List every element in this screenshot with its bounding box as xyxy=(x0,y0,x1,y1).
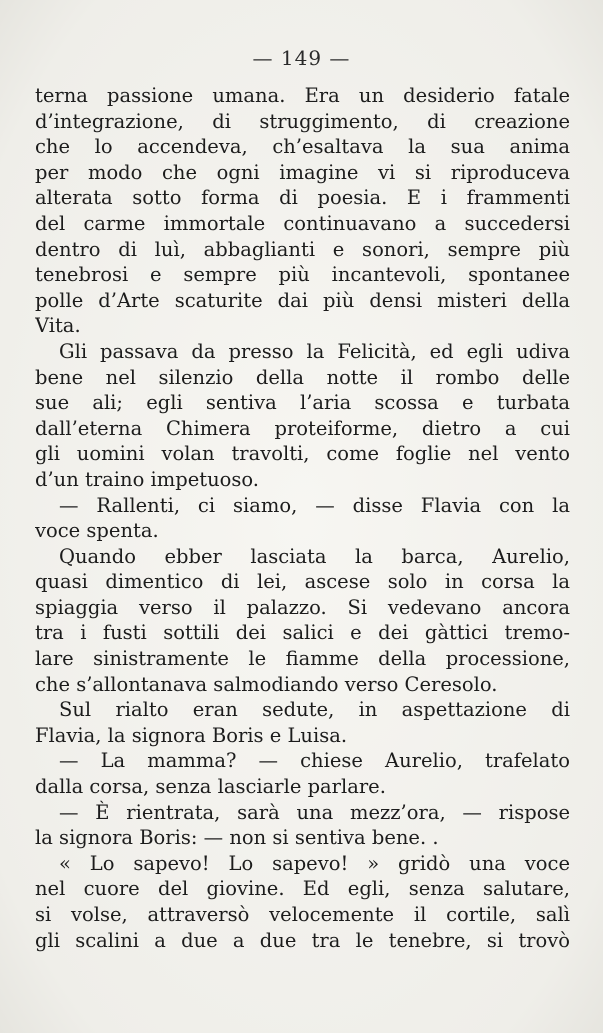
text-line: — Rallenti, ci siamo, — disse Flavia con la xyxy=(59,493,570,517)
text-line: dall’eterna Chimera proteiforme, dietro a cui xyxy=(35,416,570,440)
text-line: Quando ebber lasciata la barca, Aurelio, xyxy=(59,544,570,568)
text-line: d’un traino impetuoso. xyxy=(35,467,260,491)
page-number: — 149 — xyxy=(252,46,351,70)
text-line: si volse, attraversò velocemente il cortile, salì xyxy=(35,903,570,926)
text-line: lare sinistramente le fiamme della processione, xyxy=(35,647,570,671)
text-line: per modo che ogni imagine vi si riproduceva xyxy=(35,160,570,184)
text-line: Flavia, la signora Boris e Luisa. xyxy=(35,723,348,747)
text-line: che lo accendeva, ch’esaltava la sua anima xyxy=(35,135,570,159)
text-line: del carme immortale continuavano a succedersi xyxy=(35,211,570,235)
text-line: gli scalini a due a due tra le tenebre, si trovò xyxy=(35,928,570,952)
text-line: voce spenta. xyxy=(35,519,159,543)
text-line: alterata sotto forma di poesia. E i frammenti xyxy=(35,186,570,210)
text-line: la signora Boris: — non si sentiva bene. . xyxy=(35,826,439,850)
text-line: tenebrosi e sempre più incantevoli, spontanee xyxy=(35,263,570,287)
text-line: dalla corsa, senza lasciarle parlare. xyxy=(35,775,386,799)
text-line: Vita. xyxy=(35,314,81,338)
text-line: sue ali; egli sentiva l’aria scossa e turbata xyxy=(35,391,570,415)
text-line: spiaggia verso il palazzo. Si vedevano ancora xyxy=(35,595,570,619)
text-line: Gli passava da presso la Felicità, ed egli udiva xyxy=(59,339,570,363)
text-line: terna passione umana. Era un desiderio fatale xyxy=(35,84,570,107)
body-text xyxy=(35,83,570,953)
text-line: nel cuore del giovine. Ed egli, senza salutare, xyxy=(35,877,570,901)
text-line: bene nel silenzio della notte il rombo delle xyxy=(35,365,570,389)
text-line: che s’allontanava salmodiando verso Ceresolo. xyxy=(35,672,498,696)
text-line: gli uomini volan travolti, come foglie nel vento xyxy=(35,442,570,466)
text-line: — La mamma? — chiese Aurelio, trafelato xyxy=(59,749,570,773)
text-line: quasi dimentico di lei, ascese solo in corsa la xyxy=(35,570,570,594)
text-line: polle d’Arte scaturite dai più densi misteri della xyxy=(35,288,570,312)
text-line: dentro di luì, abbaglianti e sonori, sempre più xyxy=(35,237,570,261)
text-line: — È rientrata, sarà una mezz’ora, — rispose xyxy=(59,800,570,824)
text-line: d’integrazione, di struggimento, di creazione xyxy=(35,109,570,133)
text-line: Sul rialto eran sedute, in aspettazione di xyxy=(59,698,570,722)
text-line: « Lo sapevo! Lo sapevo! » gridò una voce xyxy=(59,851,570,875)
text-line: tra i fusti sottili dei salici e dei gàttici tremo- xyxy=(35,621,570,645)
